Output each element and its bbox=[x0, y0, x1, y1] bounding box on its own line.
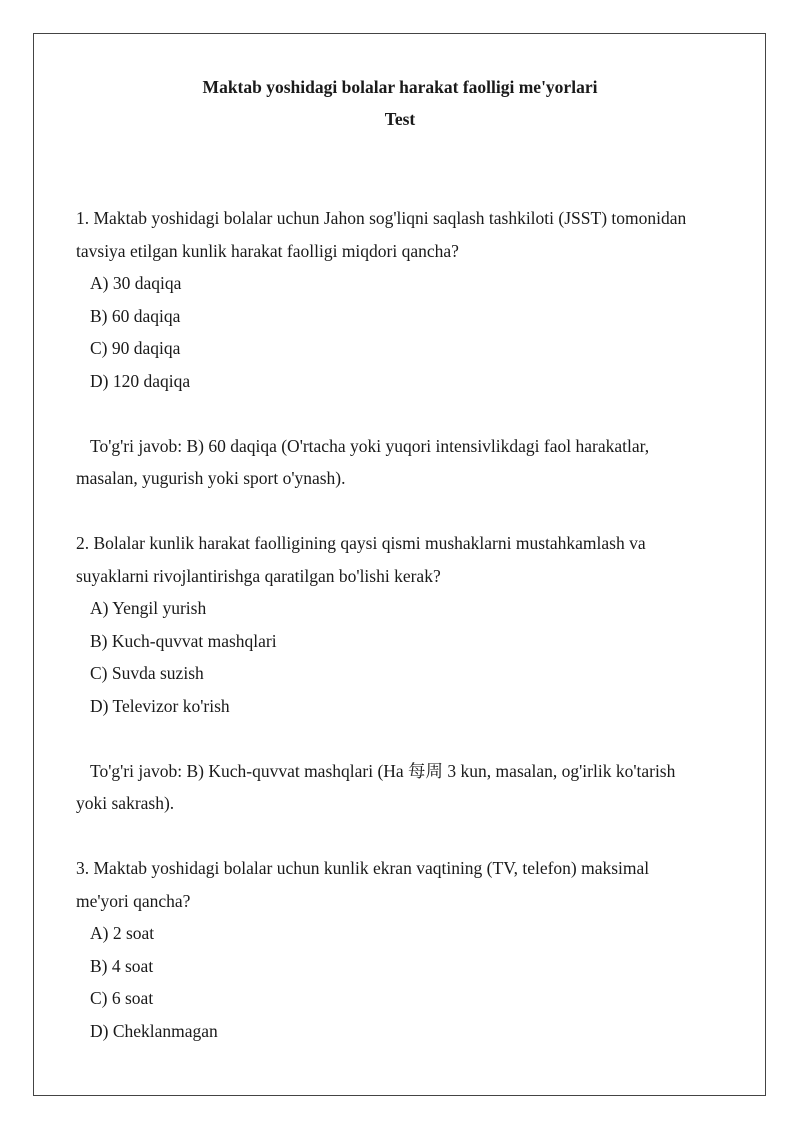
document-title: Maktab yoshidagi bolalar harakat faolligi me'yorlari bbox=[202, 77, 598, 97]
option-b: B) 4 soat bbox=[90, 955, 154, 976]
option-d: D) Cheklanmagan bbox=[90, 1020, 218, 1041]
option-b: B) Kuch-quvvat mashqlari bbox=[90, 630, 277, 651]
question-1 bbox=[76, 202, 736, 495]
option-c: C) 6 soat bbox=[90, 988, 154, 1008]
question-text-line: suyaklarni rivojlantirishga qaratilgan bo'lishi kerak? bbox=[76, 565, 441, 586]
option-c: C) Suvda suzish bbox=[90, 663, 204, 683]
question-text-line: me'yori qancha? bbox=[76, 890, 191, 911]
correct-answer-continued: yoki sakrash). bbox=[76, 793, 175, 813]
correct-answer: To'g'ri javob: B) 60 daqiqa (O'rtacha yoki yuqori intensivlikdagi faol harakatlar, bbox=[90, 435, 650, 456]
question-text-line: tavsiya etilgan kunlik harakat faolligi miqdori qancha? bbox=[76, 240, 459, 261]
option-a: A) 30 daqiqa bbox=[90, 273, 182, 293]
option-d: D) 120 daqiqa bbox=[90, 370, 191, 391]
correct-answer-continued: masalan, yugurish yoki sport o'ynash). bbox=[76, 468, 346, 488]
option-a: A) 2 soat bbox=[90, 923, 155, 943]
test-content bbox=[76, 202, 736, 1047]
option-a: A) Yengil yurish bbox=[90, 598, 207, 618]
question-text-line: 2. Bolalar kunlik harakat faolligining qaysi qismi mushaklarni mustahkamlash va bbox=[76, 533, 646, 553]
question-3 bbox=[76, 852, 736, 1047]
question-text-line: 3. Maktab yoshidagi bolalar uchun kunlik ekran vaqtining (TV, telefon) maksimal bbox=[76, 858, 650, 878]
document-subtitle: Test bbox=[384, 109, 416, 129]
question-text-line: 1. Maktab yoshidagi bolalar uchun Jahon sog'liqni saqlash tashkiloti (JSST) tomonidan bbox=[76, 208, 687, 228]
option-d: D) Televizor ko'rish bbox=[90, 695, 230, 716]
option-b: B) 60 daqiqa bbox=[90, 305, 181, 326]
question-2 bbox=[76, 527, 736, 820]
option-c: C) 90 daqiqa bbox=[90, 338, 181, 358]
correct-answer: To'g'ri javob: B) Kuch-quvvat mashqlari (Ha 每周 3 kun, masalan, og'irlik ko'tarish bbox=[90, 760, 676, 781]
